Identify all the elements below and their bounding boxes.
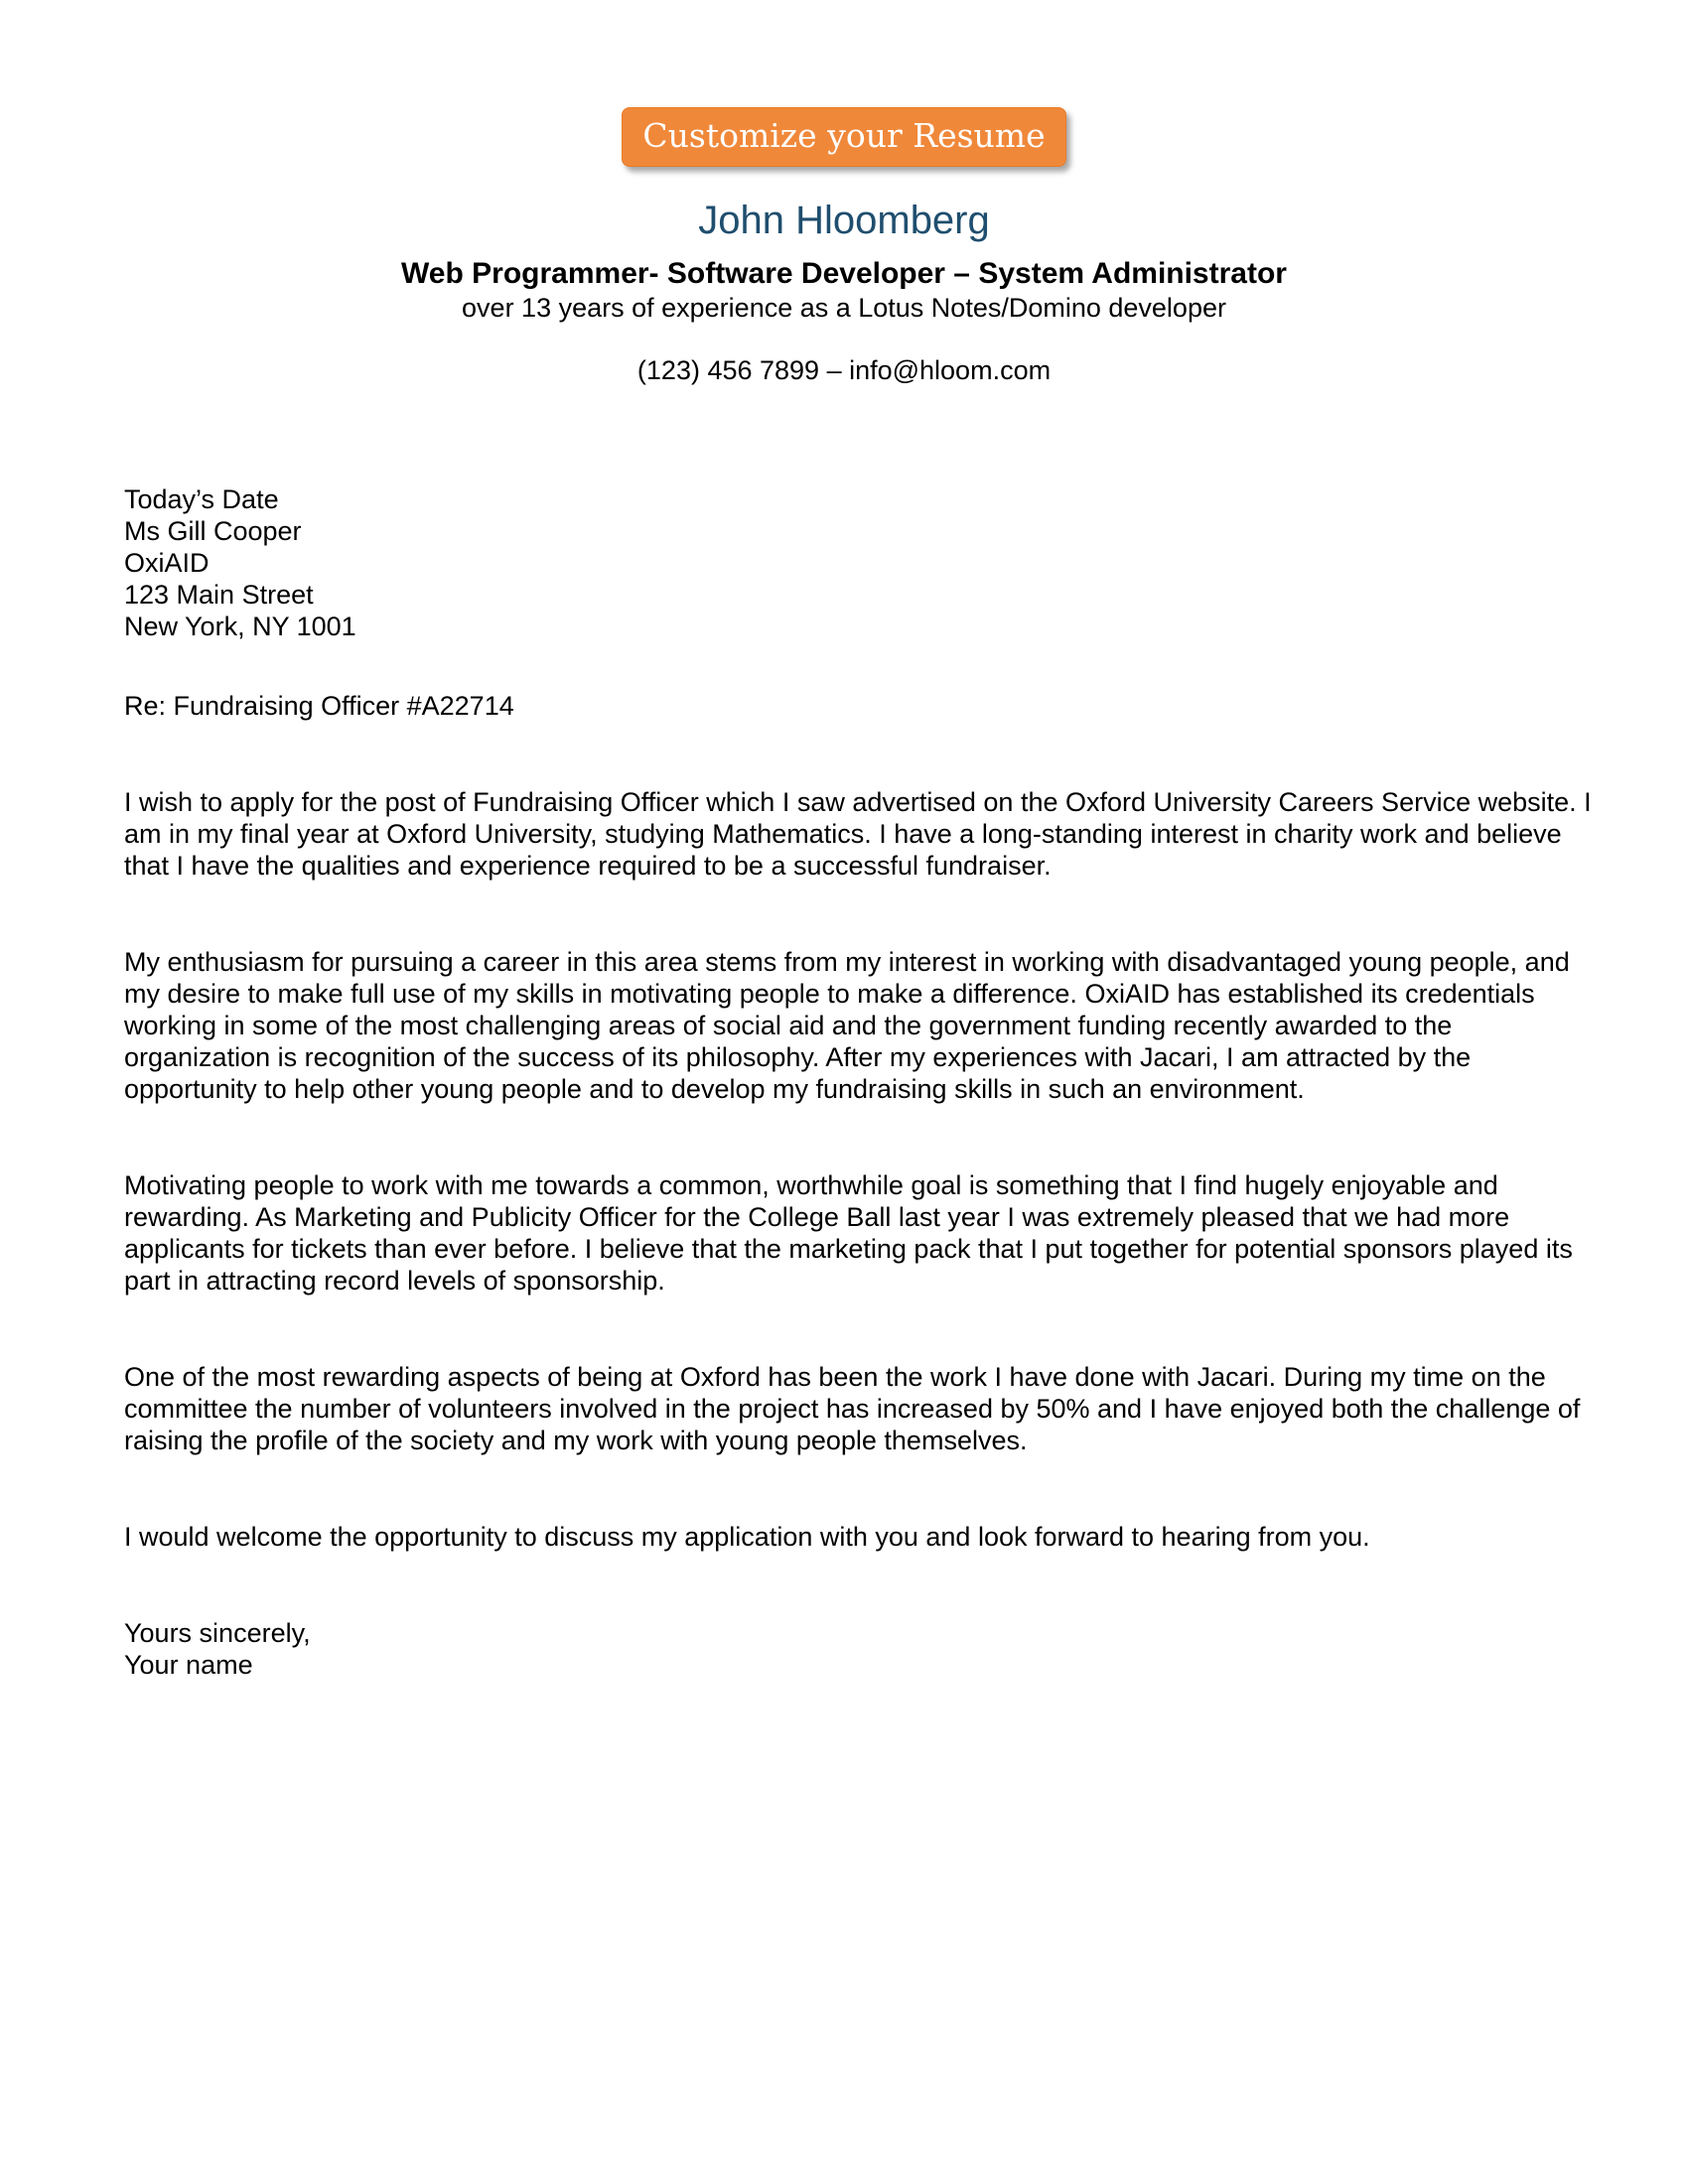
contact-info: (123) 456 7899 – info@hloom.com <box>636 355 1052 385</box>
closing-block <box>124 1617 1594 1681</box>
letter-date: Today’s Date <box>124 484 279 514</box>
recipient-block <box>124 483 1594 642</box>
closing-salutation: Yours sincerely, <box>124 1618 311 1648</box>
paragraph: One of the most rewarding aspects of being at Oxford has been the work I have done with Jacari. During my time on the committee the number of volunteers involved in the project has increased by 50% and I have enjoyed both the challenge of raising the profile of the society and my work with young people themselves. <box>124 1362 1581 1455</box>
reference-line: Re: Fundraising Officer #A22714 <box>124 691 514 721</box>
paragraph: My enthusiasm for pursuing a career in this area stems from my interest in working with disadvantaged young people, and my desire to make full use of my skills in motivating people to make a difference. OxiAID has established its credentials working in some of the most challenging areas of social aid and the government funding recently awarded to the organization is recognition of the success of its philosophy. After my experiences with Jacari, I am attracted by the opportunity to help other young people and to develop my fundraising skills in such an environment. <box>124 947 1570 1104</box>
applicant-summary: over 13 years of experience as a Lotus Notes/Domino developer <box>462 293 1226 323</box>
paragraph: I would welcome the opportunity to discuss my application with you and look forward to hearing from you. <box>124 1522 1370 1552</box>
recipient-street: 123 Main Street <box>124 580 314 610</box>
applicant-title: Web Programmer- Software Developer – System Administrator <box>401 257 1287 290</box>
recipient-city: New York, NY 1001 <box>124 612 356 641</box>
cta-container <box>0 107 1688 167</box>
letter-body <box>124 483 1594 1681</box>
signature-name: Your name <box>124 1650 253 1680</box>
customize-resume-button[interactable]: Customize your Resume <box>622 107 1066 167</box>
letter-header <box>0 195 1688 387</box>
paragraph: Motivating people to work with me towards a common, worthwhile goal is something that I find hugely enjoyable and rewarding. As Marketing and Publicity Officer for the College Ball last year I was extremely pleased that we had more applicants for tickets than ever before. I believe that the marketing pack that I put together for potential sponsors played its part in attracting record levels of sponsorship. <box>124 1170 1573 1296</box>
paragraph: I wish to apply for the post of Fundraising Officer which I saw advertised on the Oxford University Careers Service website. I am in my final year at Oxford University, studying Mathematics. I have a long-standing interest in charity work and believe that I have the qualities and experience required to be a successful fundraiser. <box>124 787 1592 881</box>
recipient-name: Ms Gill Cooper <box>124 516 302 546</box>
recipient-company: OxiAID <box>124 548 210 578</box>
applicant-name: John Hloomberg <box>698 199 990 242</box>
